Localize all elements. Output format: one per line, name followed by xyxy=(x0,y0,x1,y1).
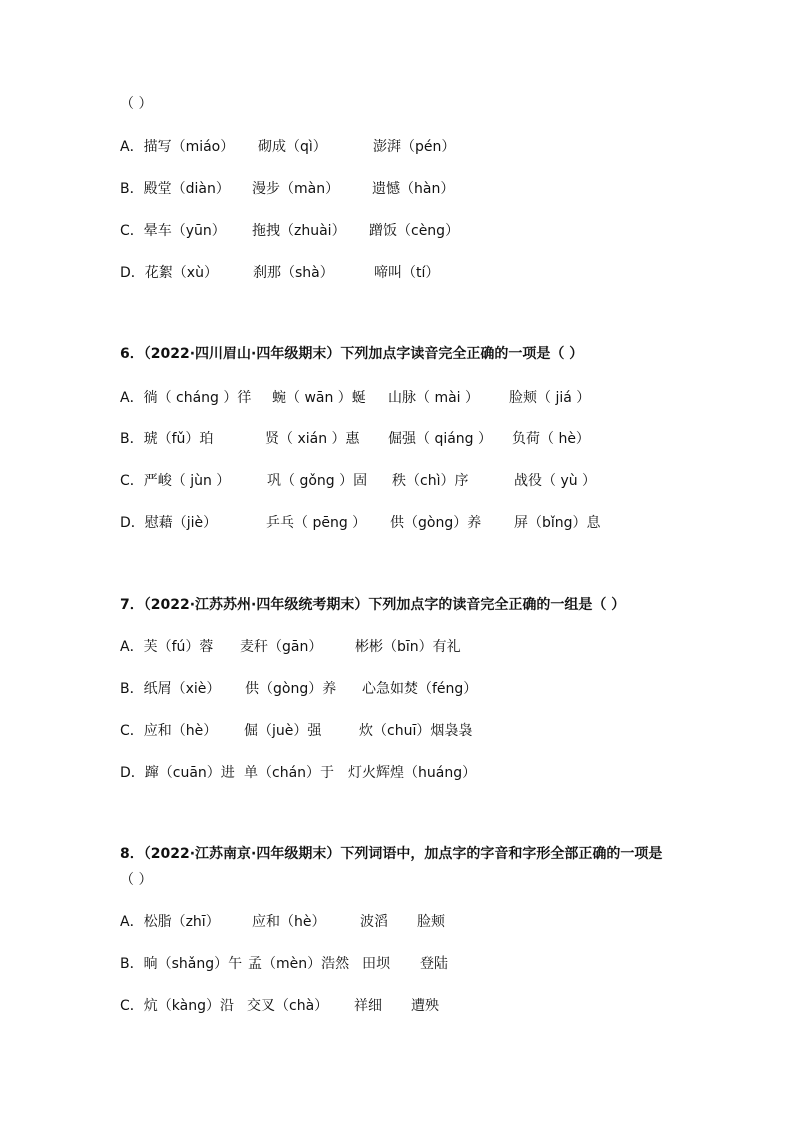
option-item: 登陆 xyxy=(420,956,448,972)
option-item: D．蹿（cuān）进 xyxy=(120,765,235,781)
option-item: 脸颊（ jiá ） xyxy=(509,390,591,406)
option-item: 心急如焚（féng） xyxy=(362,681,478,697)
option-item: A．徜（ cháng ）徉 xyxy=(120,390,252,406)
option-item: C．严峻（ jùn ） xyxy=(120,473,231,489)
option-item: D．花絮（xù） xyxy=(120,265,218,281)
option-item: C．晕车（yūn） xyxy=(120,223,226,239)
option-item: 巩（ gǒng ）固 xyxy=(267,473,368,489)
option-item: D．慰藉（jiè） xyxy=(120,515,218,531)
option-item: 倔（juè）强 xyxy=(244,723,322,739)
option-item: C．炕（kàng）沿 xyxy=(120,998,234,1014)
answer-bracket: （ ） xyxy=(120,872,153,888)
option-item: 遭殃 xyxy=(411,998,439,1014)
option-item: 蹭饭（cèng） xyxy=(369,223,460,239)
option-item: 应和（hè） xyxy=(252,914,326,930)
option-item: 刹那（shà） xyxy=(253,265,334,281)
option-item: 漫步（màn） xyxy=(252,181,340,197)
option-item: B．殿堂（diàn） xyxy=(120,181,230,197)
option-item: 炊（chuī）烟袅袅 xyxy=(359,723,473,739)
q5-answer-bracket xyxy=(120,94,152,114)
option-item: 秩（chì）序 xyxy=(392,473,469,489)
option-item: 孟（mèn）浩然 xyxy=(248,956,350,972)
option-item: 屏（bǐng）息 xyxy=(514,515,601,531)
option-item: A．松脂（zhī） xyxy=(120,914,220,930)
option-item: 波滔 xyxy=(360,914,388,930)
option-item: 供（gòng）养 xyxy=(390,515,482,531)
option-item: 贤（ xián ）惠 xyxy=(265,431,360,447)
option-item: B．纸屑（xiè） xyxy=(120,681,221,697)
option-item: 战役（ yù ） xyxy=(514,473,597,489)
option-item: 供（gòng）养 xyxy=(245,681,337,697)
question-stem: 7．（2022·江苏苏州·四年级统考期末）下列加点字的读音完全正确的一组是（ ） xyxy=(120,597,626,613)
question-stem: 6．（2022·四川眉山·四年级期末）下列加点字读音完全正确的一项是（ ） xyxy=(120,346,584,362)
option-item: 拖拽（zhuài） xyxy=(252,223,346,239)
option-item: A．芙（fú）蓉 xyxy=(120,639,214,655)
option-item: 麦秆（gān） xyxy=(240,639,323,655)
option-item: 遗憾（hàn） xyxy=(372,181,455,197)
option-item: B．晌（shǎng）午 xyxy=(120,956,243,972)
option-item: 倔强（ qiáng ） xyxy=(388,431,493,447)
option-item: 单（chán）于 xyxy=(244,765,335,781)
option-item: 灯火辉煌（huáng） xyxy=(348,765,477,781)
option-item: A．描写（miáo） xyxy=(120,139,235,155)
option-item: 交叉（chà） xyxy=(247,998,329,1014)
option-item: 澎湃（pén） xyxy=(373,139,456,155)
option-item: 啼叫（tí） xyxy=(374,265,440,281)
option-item: B．琥（fǔ）珀 xyxy=(120,431,214,447)
q8-answer-bracket xyxy=(120,870,152,890)
option-item: 田坝 xyxy=(362,956,390,972)
option-item: 脸颊 xyxy=(417,914,445,930)
q6-stem xyxy=(120,344,583,364)
question-stem: 8．（2022·江苏南京·四年级期末）下列词语中，加点字的字音和字形全部正确的一项是 xyxy=(120,846,663,862)
option-item: 祥细 xyxy=(354,998,382,1014)
option-item: 负荷（ hè） xyxy=(512,431,590,447)
option-item: 乒乓（ pēng ） xyxy=(266,515,367,531)
option-item: 砌成（qì） xyxy=(258,139,327,155)
q7-stem xyxy=(120,595,625,615)
q8-stem xyxy=(120,844,662,864)
option-item: C．应和（hè） xyxy=(120,723,218,739)
option-item: 山脉（ mài ） xyxy=(388,390,480,406)
option-item: 蜿（ wān ）蜒 xyxy=(272,390,366,406)
answer-bracket: （ ） xyxy=(120,96,153,112)
option-item: 彬彬（bīn）有礼 xyxy=(355,639,461,655)
